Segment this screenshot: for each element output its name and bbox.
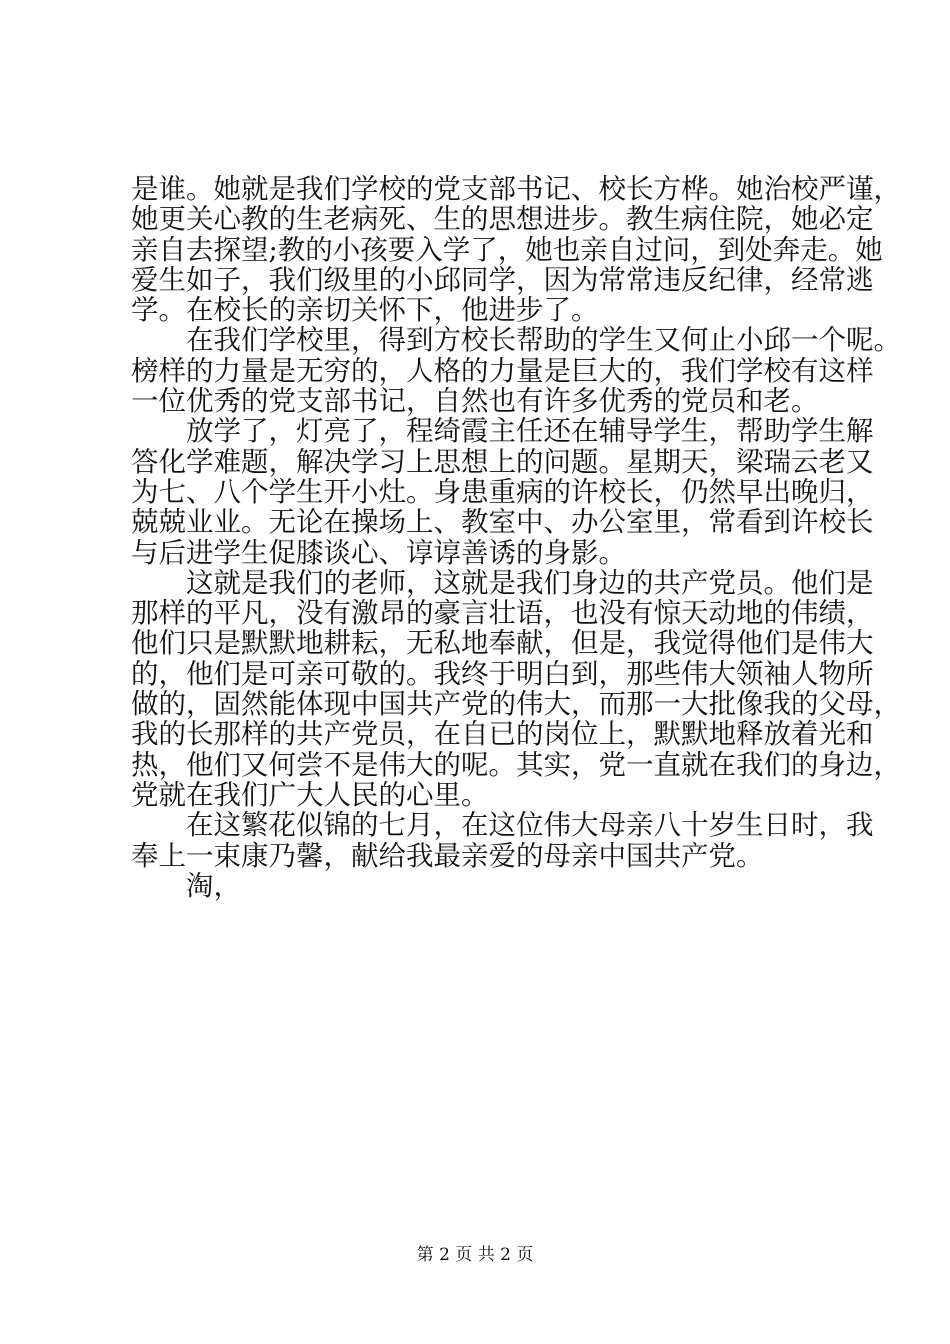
text-line: 我的长那样的共产党员，在自已的岗位上，默默地释放着光和 (131, 718, 874, 751)
text-line: 那样的平凡，没有激昂的豪言壮语，也没有惊天动地的伟绩， (131, 597, 874, 630)
text-line: 奉上一束康乃馨，献给我最亲爱的母亲中国共产党。 (131, 839, 764, 872)
text-line: 党就在我们广大人民的心里。 (131, 778, 489, 811)
text-line: 他们只是默默地耕耘，无私地奉献，但是，我觉得他们是伟大 (131, 627, 874, 660)
text-line: 做的，固然能体现中国共产党的伟大，而那一大批像我的父母， (131, 688, 901, 721)
text-line: 的，他们是可亲可敬的。我终于明白到，那些伟大领袖人物所 (131, 657, 874, 690)
page-footer (0, 1244, 950, 1266)
text-line: 淘， (186, 869, 241, 902)
text-line: 热，他们又何尝不是伟大的呢。其实，党一直就在我们的身边， (131, 748, 901, 781)
text-line: 一位优秀的党支部书记，自然也有许多优秀的党员和老。 (131, 385, 819, 418)
text-line: 答化学难题，解决学习上思想上的问题。星期天，梁瑞云老又 (131, 445, 874, 478)
text-line: 为七、八个学生开小灶。身患重病的许校长，仍然早出晚归， (131, 475, 874, 508)
text-line: 放学了，灯亮了，程绮霞主任还在辅导学生，帮助学生解 (186, 415, 874, 448)
page-number-label: 第 2 页 共 2 页 (416, 1245, 534, 1265)
text-line: 兢兢业业。无论在操场上、教室中、办公室里，常看到许校长 (131, 506, 874, 539)
text-line: 在这繁花似锦的七月，在这位伟大母亲八十岁生日时，我 (186, 809, 874, 842)
text-line: 亲自去探望;教的小孩要入学了，她也亲自过问，到处奔走。她 (131, 233, 883, 266)
text-line: 在我们学校里，得到方校长帮助的学生又何止小邱一个呢。 (186, 324, 901, 357)
text-line: 爱生如子，我们级里的小邱同学，因为常常违反纪律，经常逃 (131, 263, 874, 296)
text-line: 这就是我们的老师，这就是我们身边的共产党员。他们是 (186, 566, 874, 599)
text-line: 是谁。她就是我们学校的党支部书记、校长方桦。她治校严谨， (131, 173, 901, 205)
text-line: 她更关心教的生老病死、生的思想进步。教生病住院，她必定 (131, 203, 874, 236)
text-line: 与后进学生促膝谈心、谆谆善诱的身影。 (131, 536, 626, 569)
text-line: 榜样的力量是无穷的，人格的力量是巨大的，我们学校有这样 (131, 354, 874, 387)
text-line: 学。在校长的亲切关怀下，他进步了。 (131, 294, 599, 327)
document-body (131, 173, 901, 902)
